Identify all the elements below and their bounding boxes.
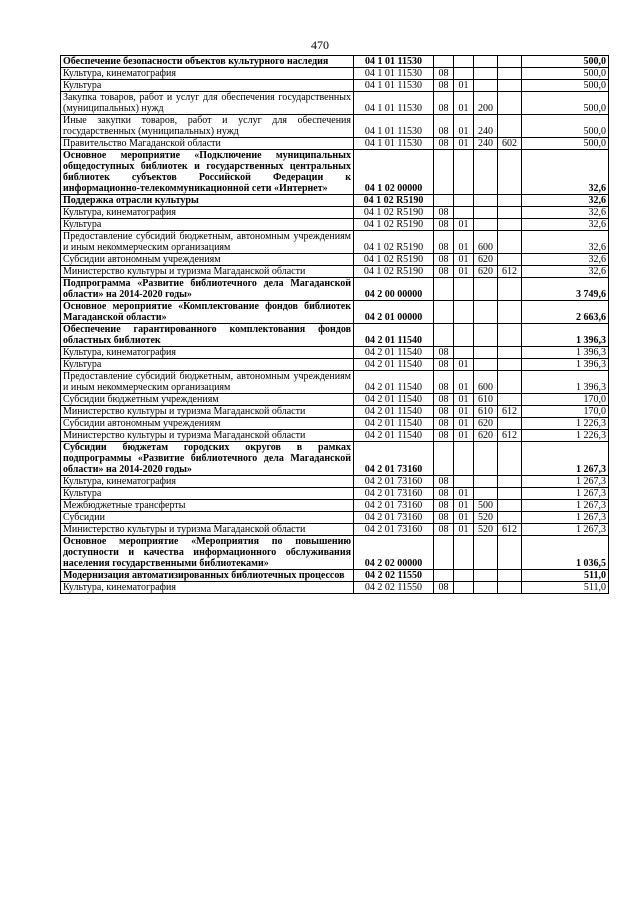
target-code: 04 1 01 11530 [354, 92, 434, 115]
table-row [61, 207, 609, 219]
expense-type-code [474, 219, 498, 231]
administrator-code [498, 80, 522, 92]
row-name: Культура [61, 219, 354, 231]
amount: 1 396,3 [522, 347, 609, 359]
administrator-code [498, 254, 522, 266]
section-code: 08 [434, 582, 454, 594]
expense-type-code: 620 [474, 418, 498, 430]
row-name: Правительство Магаданской области [61, 138, 354, 150]
expense-type-code [474, 80, 498, 92]
section-code: 08 [434, 347, 454, 359]
amount: 1 267,3 [522, 500, 609, 512]
target-code: 04 2 01 73160 [354, 500, 434, 512]
table-row [61, 68, 609, 80]
table-row [61, 115, 609, 138]
subsection-code: 01 [454, 430, 474, 442]
amount: 1 267,3 [522, 442, 609, 476]
table-row [61, 512, 609, 524]
subsection-code [454, 536, 474, 570]
expense-type-code [474, 150, 498, 195]
target-code: 04 2 00 00000 [354, 278, 434, 301]
section-code: 08 [434, 512, 454, 524]
subsection-code [454, 150, 474, 195]
row-name: Иные закупки товаров, работ и услуг для обеспечения государственных (муниципальных) нужд [61, 115, 354, 138]
administrator-code [498, 301, 522, 324]
administrator-code: 602 [498, 138, 522, 150]
row-name: Подпрограмма «Развитие библиотечного дела Магаданской области» на 2014-2020 годы» [61, 278, 354, 301]
row-name: Культура, кинематография [61, 68, 354, 80]
section-code [434, 536, 454, 570]
page-number: 470 [311, 38, 329, 52]
amount: 500,0 [522, 138, 609, 150]
expense-type-code [474, 56, 498, 68]
subsection-code [454, 442, 474, 476]
target-code: 04 2 01 11540 [354, 371, 434, 394]
administrator-code [498, 115, 522, 138]
target-code: 04 2 01 73160 [354, 442, 434, 476]
expense-type-code: 500 [474, 500, 498, 512]
row-name: Поддержка отрасли культуры [61, 195, 354, 207]
expense-type-code [474, 301, 498, 324]
row-name: Субсидии бюджетным учреждениям [61, 394, 354, 406]
amount: 32,6 [522, 150, 609, 195]
expense-type-code [474, 324, 498, 347]
subsection-code: 01 [454, 524, 474, 536]
amount: 1 267,3 [522, 488, 609, 500]
subsection-code: 01 [454, 488, 474, 500]
section-code [434, 442, 454, 476]
section-code: 08 [434, 207, 454, 219]
row-name: Предоставление субсидий бюджетным, автономным учреждениям и иным некоммерческим организациям [61, 371, 354, 394]
subsection-code: 01 [454, 418, 474, 430]
administrator-code [498, 92, 522, 115]
subsection-code: 01 [454, 231, 474, 254]
expense-type-code [474, 570, 498, 582]
subsection-code [454, 68, 474, 80]
target-code: 04 2 01 11540 [354, 359, 434, 371]
amount: 1 226,3 [522, 418, 609, 430]
expense-type-code: 520 [474, 512, 498, 524]
table-row [61, 582, 609, 594]
amount: 500,0 [522, 115, 609, 138]
row-name: Министерство культуры и туризма Магаданской области [61, 524, 354, 536]
expense-type-code: 600 [474, 231, 498, 254]
subsection-code [454, 476, 474, 488]
table-row [61, 476, 609, 488]
administrator-code [498, 394, 522, 406]
subsection-code: 01 [454, 219, 474, 231]
amount: 1 396,3 [522, 371, 609, 394]
amount: 32,6 [522, 231, 609, 254]
administrator-code [498, 500, 522, 512]
subsection-code [454, 347, 474, 359]
administrator-code: 612 [498, 266, 522, 278]
administrator-code [498, 359, 522, 371]
administrator-code [498, 56, 522, 68]
table-row [61, 418, 609, 430]
row-name: Основное мероприятие «Подключение муниципальных общедоступных библиотек и государственных центральных библиотек субъектов Российской Федерации к информационно-телекоммуникационной сети «Интернет» [61, 150, 354, 195]
expense-type-code [474, 476, 498, 488]
amount: 1 396,3 [522, 324, 609, 347]
table-row [61, 524, 609, 536]
section-code [434, 278, 454, 301]
amount: 500,0 [522, 80, 609, 92]
expense-type-code: 610 [474, 394, 498, 406]
target-code: 04 1 01 11530 [354, 80, 434, 92]
expense-type-code: 620 [474, 266, 498, 278]
expense-type-code [474, 582, 498, 594]
subsection-code: 01 [454, 138, 474, 150]
section-code [434, 150, 454, 195]
subsection-code: 01 [454, 359, 474, 371]
table-row [61, 150, 609, 195]
amount: 32,6 [522, 254, 609, 266]
target-code: 04 1 02 R5190 [354, 195, 434, 207]
subsection-code [454, 195, 474, 207]
expense-type-code: 240 [474, 115, 498, 138]
amount: 32,6 [522, 266, 609, 278]
target-code: 04 2 01 11540 [354, 324, 434, 347]
table-row [61, 92, 609, 115]
subsection-code [454, 582, 474, 594]
administrator-code [498, 347, 522, 359]
section-code: 08 [434, 359, 454, 371]
section-code: 08 [434, 92, 454, 115]
administrator-code [498, 278, 522, 301]
amount: 1 267,3 [522, 524, 609, 536]
table-row [61, 570, 609, 582]
amount: 1 396,3 [522, 359, 609, 371]
section-code: 08 [434, 418, 454, 430]
section-code: 08 [434, 254, 454, 266]
expense-type-code [474, 359, 498, 371]
row-name: Закупка товаров, работ и услуг для обеспечения государственных (муниципальных) нужд [61, 92, 354, 115]
section-code [434, 324, 454, 347]
table-row [61, 442, 609, 476]
section-code: 08 [434, 430, 454, 442]
expense-type-code: 520 [474, 524, 498, 536]
subsection-code: 01 [454, 394, 474, 406]
row-name: Культура [61, 488, 354, 500]
subsection-code [454, 301, 474, 324]
row-name: Министерство культуры и туризма Магаданской области [61, 430, 354, 442]
administrator-code [498, 150, 522, 195]
section-code: 08 [434, 524, 454, 536]
target-code: 04 2 01 73160 [354, 512, 434, 524]
administrator-code [498, 231, 522, 254]
expense-type-code [474, 278, 498, 301]
administrator-code [498, 476, 522, 488]
table-row [61, 371, 609, 394]
section-code: 08 [434, 371, 454, 394]
amount: 1 267,3 [522, 476, 609, 488]
table-row [61, 231, 609, 254]
amount: 3 749,6 [522, 278, 609, 301]
target-code: 04 2 01 11540 [354, 406, 434, 418]
row-name: Культура, кинематография [61, 347, 354, 359]
administrator-code: 612 [498, 406, 522, 418]
row-name: Культура, кинематография [61, 582, 354, 594]
section-code: 08 [434, 115, 454, 138]
administrator-code [498, 207, 522, 219]
amount: 1 267,3 [522, 512, 609, 524]
subsection-code: 01 [454, 500, 474, 512]
table-row [61, 254, 609, 266]
target-code: 04 2 01 73160 [354, 488, 434, 500]
budget-table-body [61, 56, 609, 594]
target-code: 04 1 02 00000 [354, 150, 434, 195]
target-code: 04 1 02 R5190 [354, 254, 434, 266]
section-code: 08 [434, 231, 454, 254]
administrator-code [498, 195, 522, 207]
amount: 500,0 [522, 56, 609, 68]
subsection-code: 01 [454, 266, 474, 278]
target-code: 04 2 02 00000 [354, 536, 434, 570]
administrator-code [498, 488, 522, 500]
table-row [61, 195, 609, 207]
amount: 32,6 [522, 195, 609, 207]
subsection-code: 01 [454, 80, 474, 92]
target-code: 04 2 01 00000 [354, 301, 434, 324]
target-code: 04 2 01 11540 [354, 347, 434, 359]
table-row [61, 500, 609, 512]
row-name: Культура [61, 80, 354, 92]
expense-type-code: 610 [474, 406, 498, 418]
amount: 170,0 [522, 406, 609, 418]
administrator-code [498, 442, 522, 476]
section-code [434, 195, 454, 207]
subsection-code [454, 324, 474, 347]
target-code: 04 2 01 11540 [354, 430, 434, 442]
subsection-code: 01 [454, 115, 474, 138]
table-row [61, 324, 609, 347]
section-code [434, 56, 454, 68]
target-code: 04 2 01 11540 [354, 394, 434, 406]
section-code: 08 [434, 406, 454, 418]
expense-type-code [474, 207, 498, 219]
target-code: 04 1 02 R5190 [354, 231, 434, 254]
table-row [61, 266, 609, 278]
section-code: 08 [434, 219, 454, 231]
target-code: 04 2 02 11550 [354, 582, 434, 594]
row-name: Министерство культуры и туризма Магаданской области [61, 266, 354, 278]
expense-type-code: 620 [474, 254, 498, 266]
expense-type-code [474, 195, 498, 207]
administrator-code [498, 324, 522, 347]
target-code: 04 1 02 R5190 [354, 219, 434, 231]
administrator-code [498, 512, 522, 524]
expense-type-code: 620 [474, 430, 498, 442]
target-code: 04 2 01 73160 [354, 476, 434, 488]
table-row [61, 488, 609, 500]
table-row [61, 56, 609, 68]
table-row [61, 347, 609, 359]
row-name: Культура [61, 359, 354, 371]
amount: 32,6 [522, 207, 609, 219]
table-row [61, 301, 609, 324]
amount: 170,0 [522, 394, 609, 406]
table-row [61, 430, 609, 442]
target-code: 04 1 02 R5190 [354, 207, 434, 219]
row-name: Предоставление субсидий бюджетным, автономным учреждениям и иным некоммерческим организациям [61, 231, 354, 254]
administrator-code [498, 371, 522, 394]
subsection-code: 01 [454, 254, 474, 266]
table-row [61, 80, 609, 92]
section-code: 08 [434, 138, 454, 150]
target-code: 04 1 01 11530 [354, 68, 434, 80]
row-name: Субсидии бюджетам городских округов в рамках подпрограммы «Развитие библиотечного дела Магаданской области» на 2014-2020 годы» [61, 442, 354, 476]
subsection-code [454, 207, 474, 219]
table-row [61, 138, 609, 150]
expense-type-code [474, 347, 498, 359]
amount: 511,0 [522, 582, 609, 594]
administrator-code: 612 [498, 430, 522, 442]
amount: 500,0 [522, 68, 609, 80]
section-code: 08 [434, 68, 454, 80]
amount: 511,0 [522, 570, 609, 582]
section-code [434, 301, 454, 324]
row-name: Обеспечение гарантированного комплектования фондов областных библиотек [61, 324, 354, 347]
administrator-code [498, 536, 522, 570]
section-code: 08 [434, 488, 454, 500]
row-name: Межбюджетные трансферты [61, 500, 354, 512]
subsection-code: 01 [454, 371, 474, 394]
row-name: Культура, кинематография [61, 207, 354, 219]
target-code: 04 1 01 11530 [354, 138, 434, 150]
target-code: 04 1 01 11530 [354, 115, 434, 138]
row-name: Модернизация автоматизированных библиотечных процессов [61, 570, 354, 582]
row-name: Основное мероприятие «Комплектование фондов библиотек Магаданской области» [61, 301, 354, 324]
target-code: 04 1 02 R5190 [354, 266, 434, 278]
table-row [61, 536, 609, 570]
row-name: Обеспечение безопасности объектов культурного наследия [61, 56, 354, 68]
row-name: Субсидии [61, 512, 354, 524]
section-code: 08 [434, 266, 454, 278]
administrator-code [498, 418, 522, 430]
amount: 1 226,3 [522, 430, 609, 442]
subsection-code: 01 [454, 406, 474, 418]
expense-type-code: 200 [474, 92, 498, 115]
table-row [61, 359, 609, 371]
subsection-code: 01 [454, 92, 474, 115]
table-row [61, 219, 609, 231]
amount: 500,0 [522, 92, 609, 115]
table-row [61, 406, 609, 418]
expense-type-code [474, 442, 498, 476]
row-name: Субсидии автономным учреждениям [61, 418, 354, 430]
subsection-code [454, 278, 474, 301]
administrator-code [498, 582, 522, 594]
administrator-code [498, 570, 522, 582]
row-name: Министерство культуры и туризма Магаданской области [61, 406, 354, 418]
table-row [61, 278, 609, 301]
subsection-code [454, 56, 474, 68]
expense-type-code [474, 68, 498, 80]
budget-table [60, 55, 609, 594]
target-code: 04 2 01 11540 [354, 418, 434, 430]
expense-type-code: 600 [474, 371, 498, 394]
expense-type-code [474, 488, 498, 500]
section-code: 08 [434, 500, 454, 512]
section-code: 08 [434, 394, 454, 406]
amount: 1 036,5 [522, 536, 609, 570]
target-code: 04 2 01 73160 [354, 524, 434, 536]
administrator-code [498, 219, 522, 231]
row-name: Культура, кинематография [61, 476, 354, 488]
administrator-code [498, 68, 522, 80]
expense-type-code [474, 536, 498, 570]
target-code: 04 2 02 11550 [354, 570, 434, 582]
expense-type-code: 240 [474, 138, 498, 150]
target-code: 04 1 01 11530 [354, 56, 434, 68]
amount: 32,6 [522, 219, 609, 231]
administrator-code: 612 [498, 524, 522, 536]
section-code: 08 [434, 476, 454, 488]
section-code [434, 570, 454, 582]
subsection-code [454, 570, 474, 582]
subsection-code: 01 [454, 512, 474, 524]
row-name: Основное мероприятие «Мероприятия по повышению доступности и качества информационного обслуживания населения государственными библиотеками» [61, 536, 354, 570]
row-name: Субсидии автономным учреждениям [61, 254, 354, 266]
table-row [61, 394, 609, 406]
section-code: 08 [434, 80, 454, 92]
amount: 2 663,6 [522, 301, 609, 324]
